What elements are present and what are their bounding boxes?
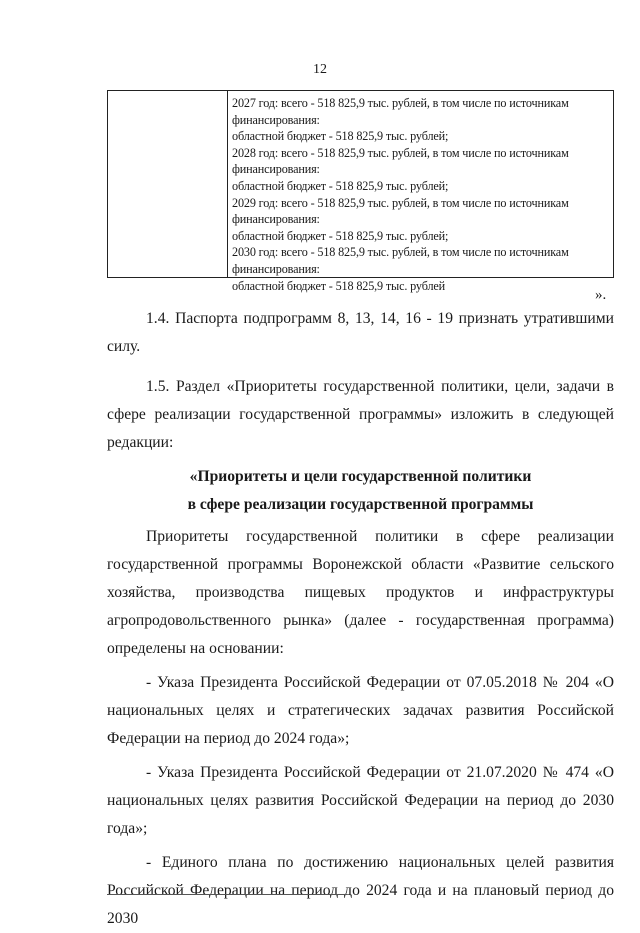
- document-body: [107, 305, 614, 933]
- footer-rule: [107, 894, 347, 895]
- table-line: 2029 год: всего - 518 825,9 тыс. рублей, в том числе по источникам: [232, 195, 569, 210]
- paragraph-unified-plan: - Единого плана по достижению национальных целей развития Российской Федерации на период до 2024 года и на плановый период до 2030: [107, 854, 614, 927]
- table-line: финансирования:: [232, 112, 320, 127]
- table-left-cell-empty: [108, 91, 228, 277]
- table-line: областной бюджет - 518 825,9 тыс. рублей;: [232, 129, 449, 144]
- table-closing-quote: ».: [595, 287, 607, 303]
- paragraph-decree-474: - Указа Президента Российской Федерации от 21.07.2020 № 474 «О национальных целях развития Российской Федерации на период до 2030 года»;: [107, 764, 614, 837]
- table-line: финансирования:: [232, 162, 320, 177]
- paragraph-priorities: Приоритеты государственной политики в сфере реализации государственной программы Воронежской области «Развитие сельского хозяйства, производства пищевых продуктов и инфраструктуры агропродовольственного рынка» (далее - государственная программа) определены на основании:: [107, 528, 614, 657]
- table-line: 2027 год: всего - 518 825,9 тыс. рублей, в том числе по источникам: [232, 96, 569, 110]
- page-number: 12: [313, 62, 327, 77]
- paragraph-1-5: 1.5. Раздел «Приоритеты государственной политики, цели, задачи в сфере реализации государственной программы» изложить в следующей редакции:: [107, 378, 614, 451]
- table-line: областной бюджет - 518 825,9 тыс. рублей;: [232, 228, 449, 243]
- table-line: областной бюджет - 518 825,9 тыс. рублей;: [232, 178, 449, 193]
- section-heading-line-2: в сфере реализации государственной программы: [187, 496, 534, 513]
- table-line: областной бюджет - 518 825,9 тыс. рублей: [232, 278, 446, 293]
- table-line: финансирования:: [232, 212, 320, 227]
- table-right-cell: [228, 91, 613, 293]
- paragraph-decree-204: - Указа Президента Российской Федерации от 07.05.2018 № 204 «О национальных целях и стратегических задачах развития Российской Федерации на период до 2024 года»;: [107, 674, 614, 747]
- table-line: 2028 год: всего - 518 825,9 тыс. рублей, в том числе по источникам: [232, 145, 569, 160]
- paragraph-1-4: 1.4. Паспорта подпрограмм 8, 13, 14, 16 - 19 признать утратившими силу.: [107, 310, 614, 355]
- section-heading-line-1: «Приоритеты и цели государственной политики: [189, 468, 532, 485]
- table-line: 2030 год: всего - 518 825,9 тыс. рублей, в том числе по источникам: [232, 245, 569, 260]
- financing-table: [107, 90, 614, 293]
- table-line: финансирования:: [232, 261, 320, 276]
